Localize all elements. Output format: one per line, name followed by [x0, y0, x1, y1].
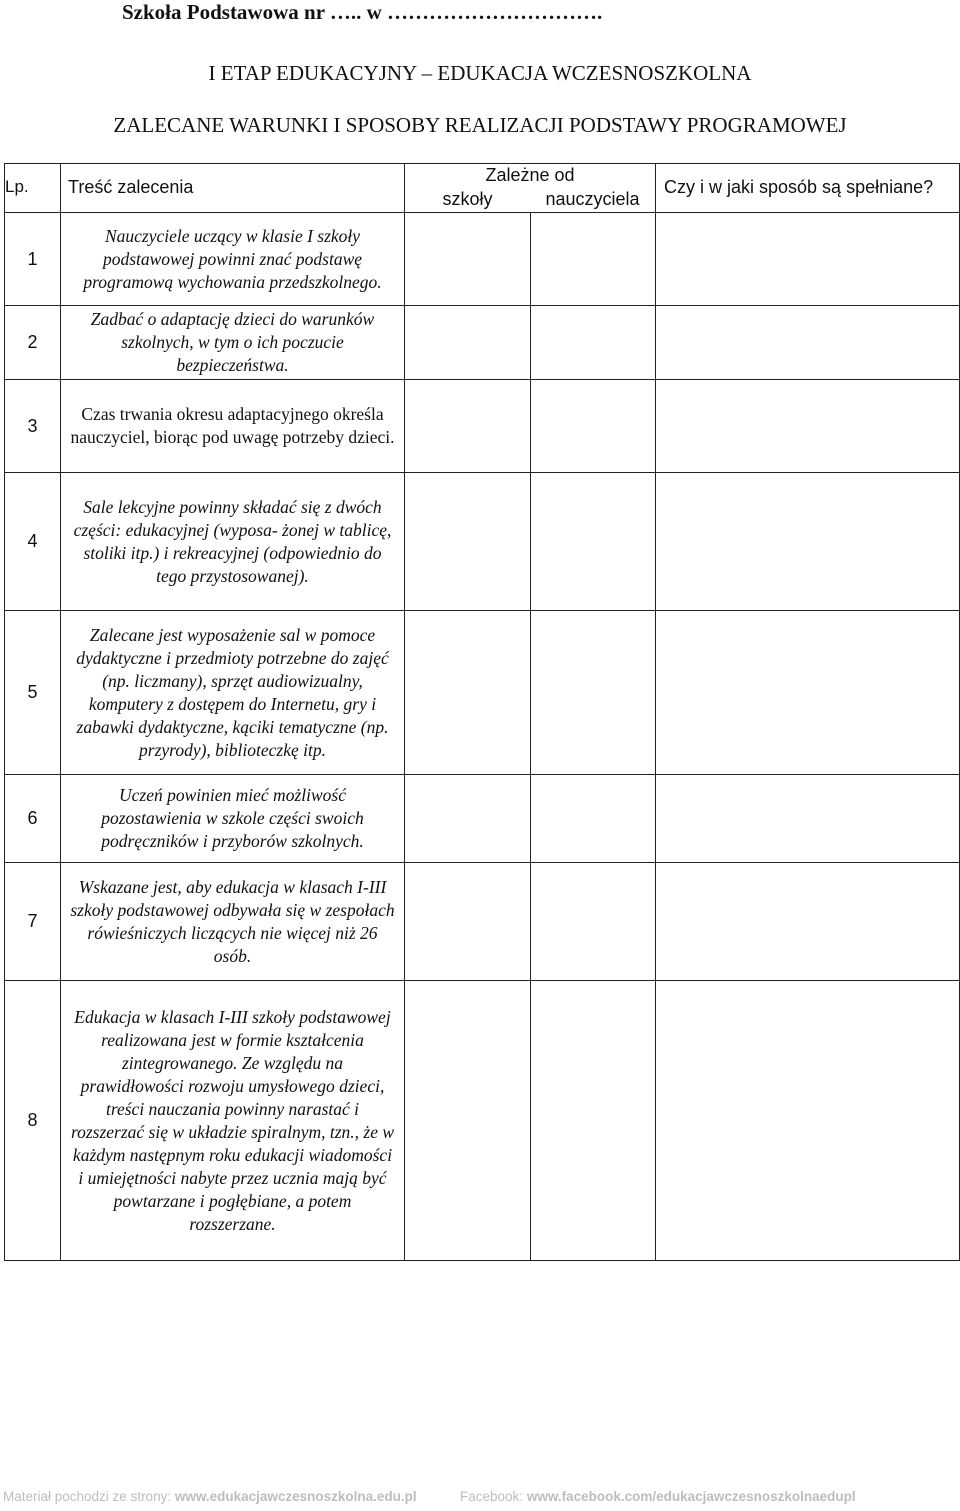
document-subtitle: ZALECANE WARUNKI I SPOSOBY REALIZACJI PODSTAWY PROGRAMOWEJ — [113, 113, 847, 137]
header-teacher: nauczyciela — [545, 189, 640, 209]
how-cell[interactable] — [656, 775, 960, 863]
table-row — [5, 213, 960, 306]
how-cell[interactable] — [656, 306, 960, 380]
teacher-cell[interactable] — [531, 775, 656, 863]
table-row — [5, 380, 960, 473]
row-text: Wskazane jest, aby edukacja w klasach I-III szkoły podstawowej odbywała się w zespołach rówieśniczych liczących nie więcej niż 26 osób. — [61, 863, 405, 981]
footer-source-link[interactable]: www.edukacjawczesnoszkolna.edu.pl — [174, 1489, 417, 1504]
how-cell[interactable] — [656, 473, 960, 611]
row-text: Sale lekcyjne powinny składać się z dwóch części: edukacyjnej (wyposa- żonej w tablicę, stoliki itp.) i rekreacyjnej (odpowiednio do tego przystosowanej). — [61, 473, 405, 611]
how-cell[interactable] — [656, 611, 960, 775]
how-cell[interactable] — [656, 213, 960, 306]
school-cell[interactable] — [405, 306, 531, 380]
teacher-cell[interactable] — [531, 611, 656, 775]
table-row — [5, 775, 960, 863]
header-depends-on — [405, 164, 656, 213]
row-text: Edukacja w klasach I-III szkoły podstawowej realizowana jest w formie kształcenia zintegrowanego. Ze względu na prawidłowości rozwoju umysłowego dzieci, treści nauczania powinny narastać i rozszerzać się w układzie spiralnym, tzn., że w każdym następnym roku edukacji wiadomości i umiejętności nabyte przez ucznia mają być powtarzane i pogłębiane, a potem rozszerzane. — [61, 981, 405, 1261]
row-text: Nauczyciele uczący w klasie I szkoły podstawowej powinni znać podstawę programową wychowania przedszkolnego. — [61, 213, 405, 306]
how-cell[interactable] — [656, 380, 960, 473]
table-row — [5, 611, 960, 775]
row-number: 3 — [5, 380, 61, 473]
footer-facebook-label: Facebook: — [460, 1489, 524, 1504]
stage-title: I ETAP EDUKACYJNY – EDUKACJA WCZESNOSZKOLNA — [208, 61, 752, 85]
header-how-fulfilled: Czy i w jaki sposób są spełniane? — [656, 164, 960, 213]
header-depends-title: Zależne od — [485, 165, 575, 185]
footer-facebook-link[interactable]: www.facebook.com/edukacjawczesnoszkolnaedupl — [526, 1489, 856, 1504]
teacher-cell[interactable] — [531, 473, 656, 611]
teacher-cell[interactable] — [531, 306, 656, 380]
row-text: Uczeń powinien mieć możliwość pozostawienia w szkole części swoich podręczników i przyborów szkolnych. — [61, 775, 405, 863]
row-text: Zalecane jest wyposażenie sal w pomoce dydaktyczne i przedmioty potrzebne do zajęć (np. liczmany), sprzęt audiowizualny, komputery z dostępem do Internetu, gry i zabawki dydaktyczne, kąciki tematyczne (np. przyrody), biblioteczkę itp. — [61, 611, 405, 775]
school-cell[interactable] — [405, 380, 531, 473]
row-text: Czas trwania okresu adaptacyjnego określa nauczyciel, biorąc pod uwagę potrzeby dzieci. — [61, 380, 405, 473]
row-text: Zadbać o adaptację dzieci do warunków szkolnych, w tym o ich poczucie bezpieczeństwa. — [61, 306, 405, 380]
how-cell[interactable] — [656, 981, 960, 1261]
row-number: 4 — [5, 473, 61, 611]
table-row — [5, 306, 960, 380]
row-number: 6 — [5, 775, 61, 863]
row-number: 1 — [5, 213, 61, 306]
school-name-line: Szkoła Podstawowa nr ….. w …………………………. — [122, 0, 603, 24]
teacher-cell[interactable] — [531, 380, 656, 473]
school-cell[interactable] — [405, 775, 531, 863]
table-row — [5, 473, 960, 611]
teacher-cell[interactable] — [531, 981, 656, 1261]
footer-source-label: Materiał pochodzi ze strony: — [3, 1489, 172, 1504]
table-row — [5, 981, 960, 1261]
school-cell[interactable] — [405, 981, 531, 1261]
school-cell[interactable] — [405, 611, 531, 775]
header-school: szkoły — [442, 189, 493, 209]
how-cell[interactable] — [656, 863, 960, 981]
header-lp: Lp. — [5, 164, 61, 213]
school-cell[interactable] — [405, 473, 531, 611]
school-cell[interactable] — [405, 213, 531, 306]
header-recommendation: Treść zalecenia — [61, 164, 405, 213]
school-cell[interactable] — [405, 863, 531, 981]
table-row — [5, 863, 960, 981]
recommendations-table — [4, 163, 960, 1261]
row-number: 2 — [5, 306, 61, 380]
teacher-cell[interactable] — [531, 863, 656, 981]
teacher-cell[interactable] — [531, 213, 656, 306]
table-header-row — [5, 164, 960, 213]
row-number: 8 — [5, 981, 61, 1261]
row-number: 5 — [5, 611, 61, 775]
row-number: 7 — [5, 863, 61, 981]
